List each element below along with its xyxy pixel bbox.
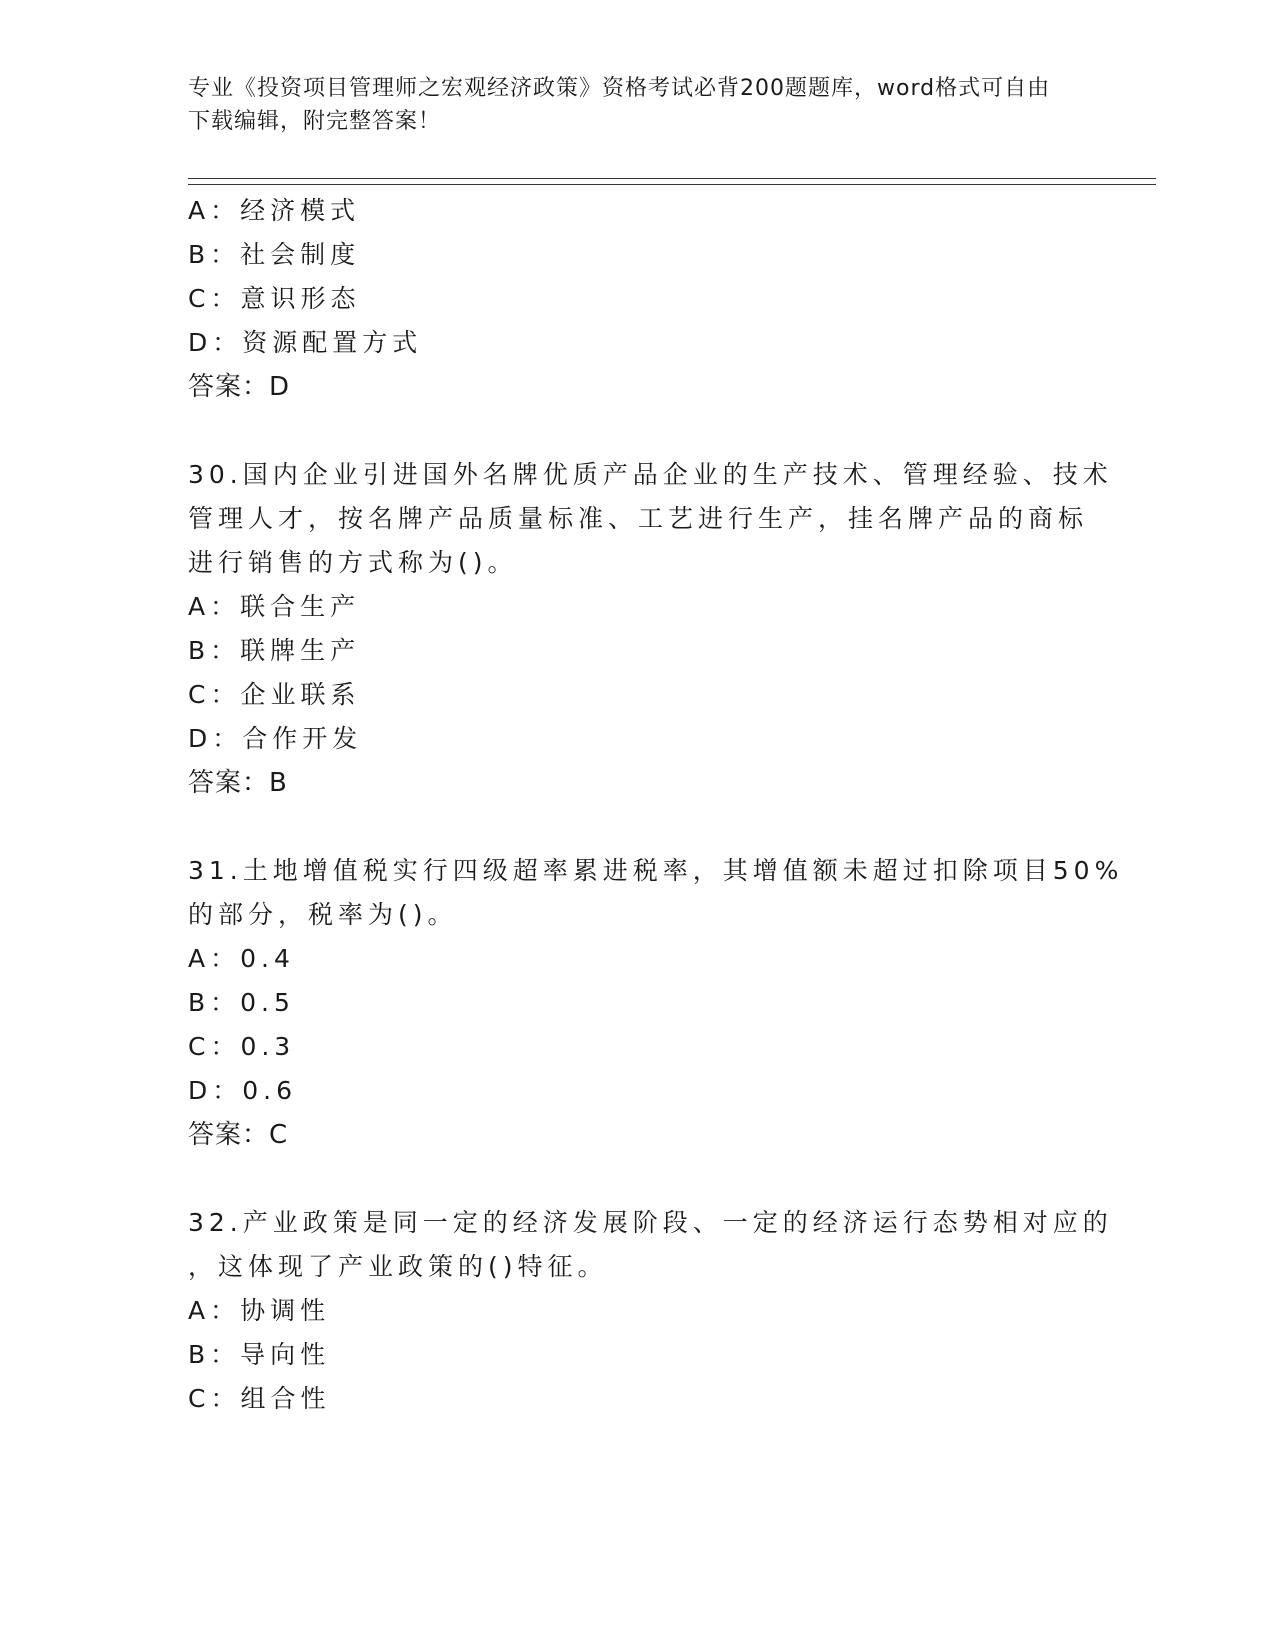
question-31-text-line-1: 31.土地增值税实行四级超率累进税率，其增值额未超过扣除项目50%: [188, 856, 1124, 885]
question-30-text-line-1: 30.国内企业引进国外名牌优质产品企业的生产技术、管理经验、技术: [188, 460, 1113, 489]
question-30-option-c: C：企业联系: [188, 680, 361, 709]
header-divider-bottom: [188, 184, 1156, 185]
question-30-answer: 答案：B: [188, 768, 288, 798]
question-32-text-line-1: 32.产业政策是同一定的经济发展阶段、一定的经济运行态势相对应的: [188, 1208, 1113, 1237]
header-divider-top: [188, 178, 1156, 179]
question-31-option-a: A：0.4: [188, 944, 295, 973]
question-30-option-b: B：联牌生产: [188, 636, 361, 665]
answer-line: 答案：D: [188, 372, 291, 402]
question-30-text-line-3: 进行销售的方式称为()。: [188, 548, 518, 577]
question-30-option-d: D：合作开发: [188, 724, 363, 753]
question-32-option-c: C：组合性: [188, 1384, 331, 1413]
question-30-text-line-2: 管理人才，按名牌产品质量标准、工艺进行生产，挂名牌产品的商标: [188, 504, 1089, 533]
option-a: A：经济模式: [188, 196, 361, 225]
question-31-option-b: B：0.5: [188, 988, 295, 1017]
question-30-option-a: A：联合生产: [188, 592, 361, 621]
question-31-option-d: D：0.6: [188, 1076, 298, 1105]
question-31-answer: 答案：C: [188, 1120, 289, 1150]
option-c: C：意识形态: [188, 284, 361, 313]
document-header: 专业《投资项目管理师之宏观经济政策》资格考试必背200题题库，word格式可自由下载编辑，附完整答案！: [188, 76, 1051, 134]
question-31-option-c: C：0.3: [188, 1032, 296, 1061]
question-32-option-a: A：协调性: [188, 1296, 331, 1325]
question-32-option-b: B：导向性: [188, 1340, 331, 1369]
option-d: D：资源配置方式: [188, 328, 423, 357]
option-b: B：社会制度: [188, 240, 361, 269]
question-32-text-line-2: ，这体现了产业政策的()特征。: [188, 1252, 608, 1281]
question-31-text-line-2: 的部分，税率为()。: [188, 900, 458, 929]
